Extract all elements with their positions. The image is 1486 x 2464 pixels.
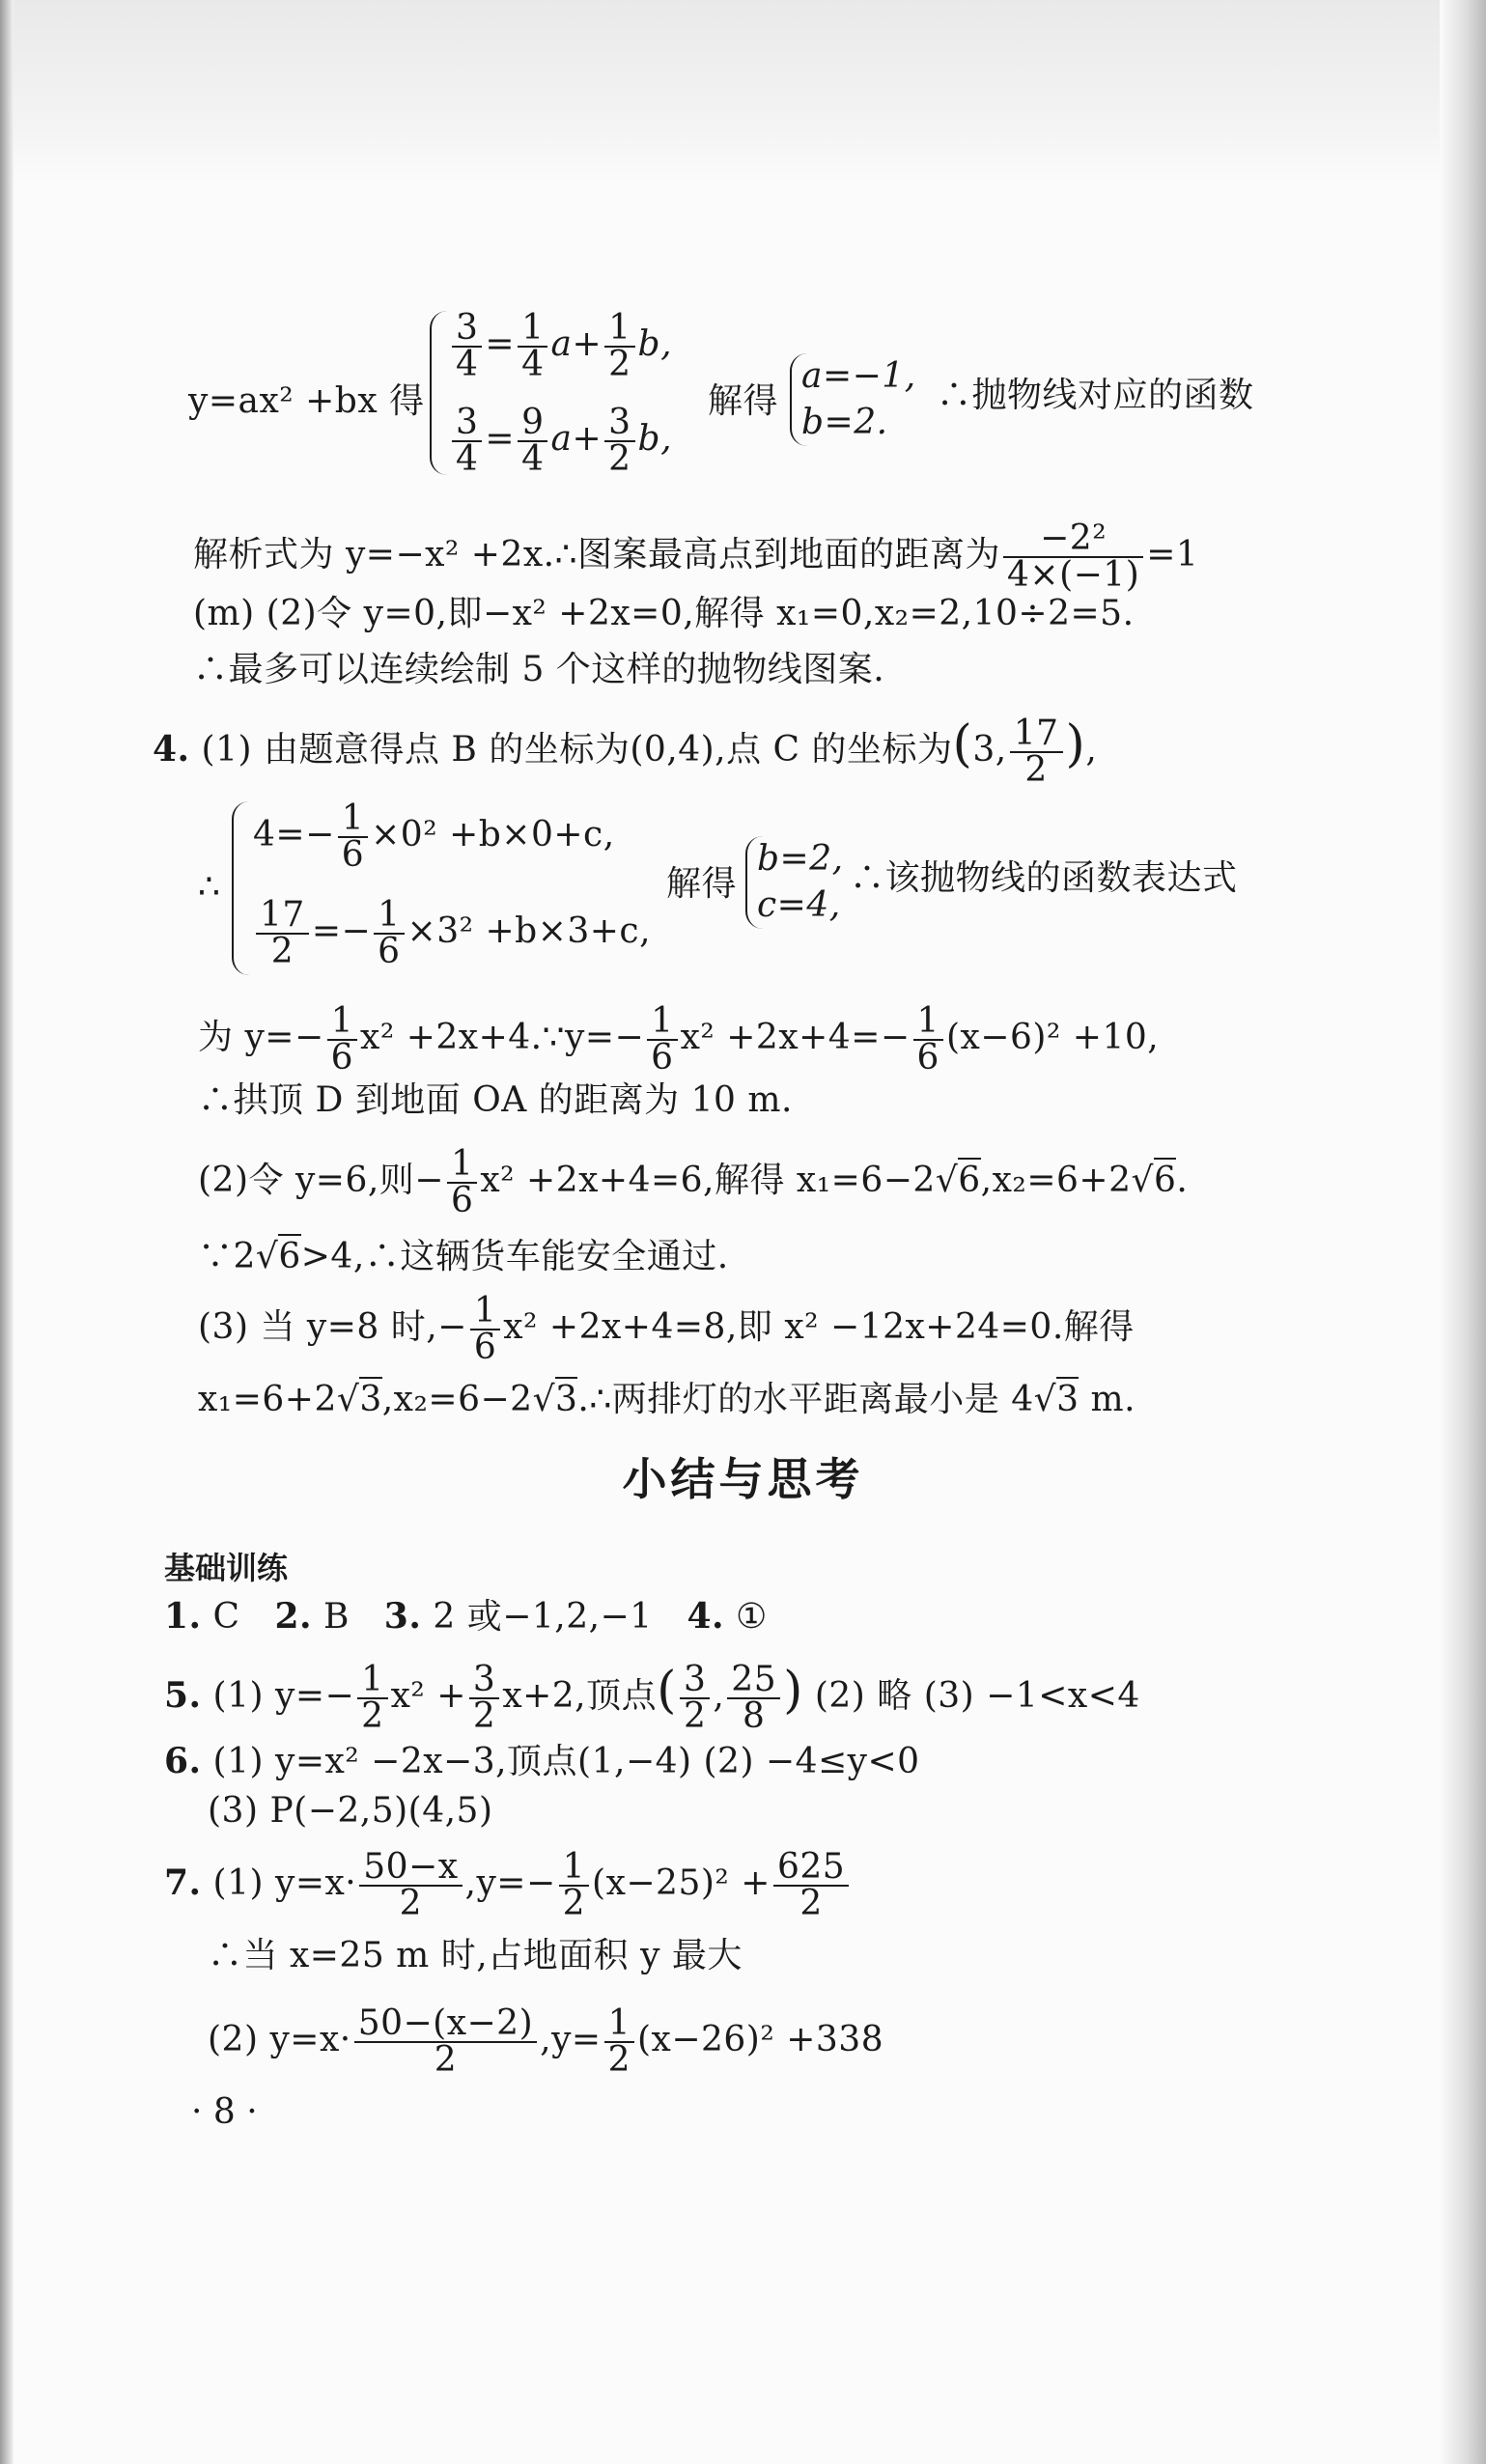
- fraction: $\frac{1}{6}$: [327, 1004, 357, 1076]
- fraction: $\frac{50-x}{2}$: [359, 1850, 462, 1921]
- q4-part2-line: (2)令 y=6,则− $\frac{1}{6}$ x² +2x+4=6,解得 x₁=6−2√6,x₂=6+2√6.: [198, 1144, 1189, 1220]
- fraction: $\frac{1}{2}$: [604, 2006, 634, 2078]
- solution-b: b=2.: [801, 403, 888, 442]
- q4-solution-c: c=4,: [757, 885, 841, 925]
- q4-system-equation-2: $\frac{17}{2}$ =− $\frac{1}{6}$ ×3² +b×3+c,: [253, 898, 651, 969]
- q4-part3-line: (3) 当 y=8 时,− $\frac{1}{6}$ x² +2x+4=8,即 x² −12x+24=0.解得: [198, 1291, 1135, 1367]
- answer-q6-line-2: (3) P(−2,5)(4,5): [208, 1791, 493, 1831]
- answer-line-2: 解析式为 y=−x² +2x.∴图案最高点到地面的距离为 $\frac{\text{−2²}}{4\times(-1)}$ =1: [193, 518, 1199, 595]
- fraction: $\frac{\text{−2²}}{4\times(-1)}$: [1003, 521, 1143, 593]
- q4-system-equation-1: 4=− $\frac{1}{6}$ ×0² +b×0+c,: [253, 798, 615, 875]
- fraction: $\frac{50-(x-2)}{2}$: [354, 2006, 537, 2078]
- answer-q7-line-1: 7. (1) y=x· $\frac{50-x}{2}$ ,y=− $\frac{1}{2}$ (x−25)² + $\frac{625}{2}$: [164, 1850, 852, 1921]
- answer-q6-line-1: 6. (1) y=x² −2x−3,顶点(1,−4) (2) −4≤y<0: [164, 1741, 920, 1781]
- q4-therefore: ∴: [198, 867, 221, 907]
- solution-a: a=−1,: [801, 356, 916, 396]
- page-number: · 8 ·: [191, 2092, 258, 2132]
- fraction: $\frac{625}{2}$: [773, 1850, 849, 1921]
- scan-shadow-top: [0, 0, 1486, 183]
- solve-label: 解得: [708, 381, 779, 421]
- fraction: $\frac{17}{2}$: [256, 898, 309, 969]
- fraction: $\frac{1}{6}$: [374, 898, 404, 969]
- fraction: $\frac{1}{2}$: [559, 1850, 589, 1921]
- fraction: $\frac{1}{6}$: [338, 801, 368, 873]
- answer-q7-part-2: (2) y=x· $\frac{50-(x-2)}{2}$ ,y= $\frac{1}{2}$ (x−26)² +338: [208, 2003, 884, 2080]
- subsection-title: 基础训练: [164, 1550, 289, 1586]
- q4-system-tail: ∴该抛物线的函数表达式: [850, 858, 1238, 898]
- answer-q7-line-2: ∴当 x=25 m 时,占地面积 y 最大: [208, 1936, 743, 1975]
- scan-shadow-right: [1440, 0, 1486, 2464]
- answer-line-4: ∴最多可以连续绘制 5 个这样的抛物线图案.: [193, 650, 885, 689]
- q4-solve-label: 解得: [666, 864, 738, 904]
- q4-vertex-line: ∴拱顶 D 到地面 OA 的距离为 10 m.: [198, 1080, 793, 1120]
- answers-row-1: 1. C 2. B 3. 2 或−1,2,−1 4. ①: [164, 1596, 768, 1637]
- fraction: $\frac{1}{4}$: [518, 311, 547, 382]
- system1-equation-2: $\frac{3}{4}$ = $\frac{9}{4}$ a+ $\frac{3}{2}$ b,: [449, 406, 672, 477]
- fraction: $\frac{3}{4}$: [452, 406, 482, 477]
- fraction: $\frac{1}{6}$: [913, 1004, 943, 1076]
- fraction: $\frac{3}{2}$: [469, 1663, 499, 1734]
- fraction: $\frac{1}{6}$: [647, 1004, 677, 1076]
- q4-solution-b: b=2,: [757, 839, 844, 879]
- system-lead: y=ax² +bx 得: [188, 381, 425, 421]
- fraction: $\frac{25}{8}$: [727, 1663, 780, 1734]
- q4-part1-header: 4. (1) 由题意得点 B 的坐标为(0,4),点 C 的坐标为(3, $\frac{17}{2}$ ),: [153, 714, 1098, 790]
- fraction: $\frac{9}{4}$: [518, 406, 547, 477]
- fraction: $\frac{1}{6}$: [470, 1294, 500, 1365]
- fraction: $\frac{1}{2}$: [357, 1663, 387, 1734]
- fraction: $\frac{17}{2}$: [1010, 716, 1063, 788]
- system1-equation-1: $\frac{3}{4}$ = $\frac{1}{4}$ a+ $\frac{1}{2}$ b,: [449, 311, 672, 382]
- fraction: $\frac{1}{6}$: [447, 1147, 477, 1218]
- fraction: $\frac{3}{2}$: [604, 406, 634, 477]
- q4-part2-conclusion: ∵2√6>4,∴这辆货车能安全通过.: [198, 1234, 729, 1280]
- system-brace-2: [232, 801, 255, 975]
- answer-line-3: (m) (2)令 y=0,即−x² +2x=0,解得 x₁=0,x₂=2,10÷2=5.: [193, 594, 1135, 633]
- fraction: $\frac{1}{2}$: [604, 311, 634, 382]
- answer-q5: 5. (1) y=− $\frac{1}{2}$ x² + $\frac{3}{2}$ x+2,顶点( $\frac{3}{2}$ , $\frac{25}{8}$ ) (2) 略 (3) −1<x<4: [164, 1660, 1140, 1736]
- fraction: $\frac{3}{4}$: [452, 311, 482, 382]
- system-tail: ∴抛物线对应的函数: [937, 376, 1254, 415]
- fraction: $\frac{3}{2}$: [680, 1663, 710, 1734]
- q4-part3-solution: x₁=6+2√3,x₂=6−2√3.∴两排灯的水平距离最小是 4√3 m.: [198, 1377, 1136, 1423]
- q4-expression-line: 为 y=− $\frac{1}{6}$ x² +2x+4.∵y=− $\frac{1}{6}$ x² +2x+4=− $\frac{1}{6}$ (x−6)² +10,: [198, 1001, 1160, 1078]
- section-title: 小结与思考: [622, 1453, 864, 1505]
- scan-shadow-left: [0, 0, 14, 2464]
